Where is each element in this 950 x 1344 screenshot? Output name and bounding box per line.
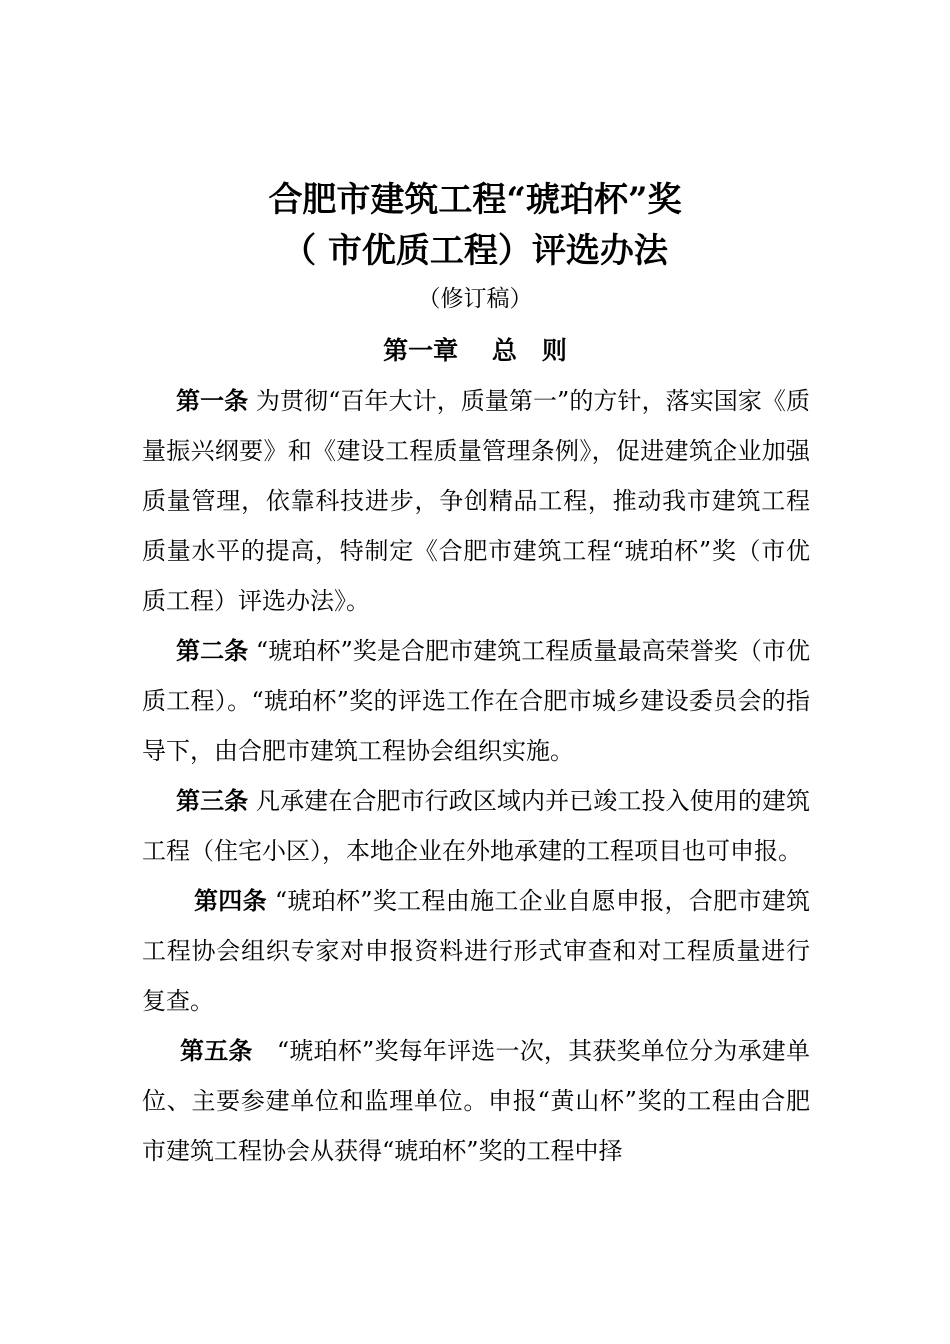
article-3-label: 第三条 — [176, 786, 249, 815]
article-3-text: 凡承建在合肥市行政区域内并已竣工投入使用的建筑工程（住宅小区），本地企业在外地承建的工程项目也可申报。 — [142, 787, 810, 865]
article-5 — [142, 1026, 810, 1176]
article-2 — [142, 626, 810, 776]
article-1-label: 第一条 — [176, 386, 249, 415]
article-1 — [142, 376, 810, 626]
article-5-text: “琥珀杯”奖每年评选一次，其获奖单位分为承建单位、主要参建单位和监理单位。申报“黄山杯”奖的工程由合肥市建筑工程协会从获得“琥珀杯”奖的工程中择 — [142, 1037, 811, 1165]
article-3 — [142, 776, 810, 876]
article-4-label: 第四条 — [194, 886, 267, 915]
document-subtitle: （修订稿） — [417, 286, 533, 312]
article-4 — [142, 876, 810, 1026]
chapter-heading: 第一章 总 则 — [383, 336, 567, 365]
article-2-text: “琥珀杯”奖是合肥市建筑工程质量最高荣誉奖（市优质工程）。“琥珀杯”奖的评选工作在合肥市城乡建设委员会的指导下，由合肥市建筑工程协会组织实施。 — [142, 637, 810, 765]
document-body — [142, 376, 810, 1176]
article-2-label: 第二条 — [176, 636, 249, 665]
article-4-text: “琥珀杯”奖工程由施工企业自愿申报，合肥市建筑工程协会组织专家对申报资料进行形式审查和对工程质量进行复查。 — [142, 887, 810, 1015]
article-1-text: 为贯彻“百年大计，质量第一”的方针，落实国家《质量振兴纲要》和《建设工程质量管理条例》，促进建筑企业加强质量管理，依靠科技进步，争创精品工程，推动我市建筑工程质量水平的提高，特制定《合肥市建筑工程“琥珀杯”奖（市优质工程）评选办法》。 — [142, 387, 810, 615]
article-5-label: 第五条 — [180, 1036, 253, 1065]
document-title-line-1: 合肥市建筑工程“琥珀杯”奖 — [268, 180, 682, 220]
document-title-line-2: （ 市优质工程）评选办法 — [282, 231, 668, 271]
